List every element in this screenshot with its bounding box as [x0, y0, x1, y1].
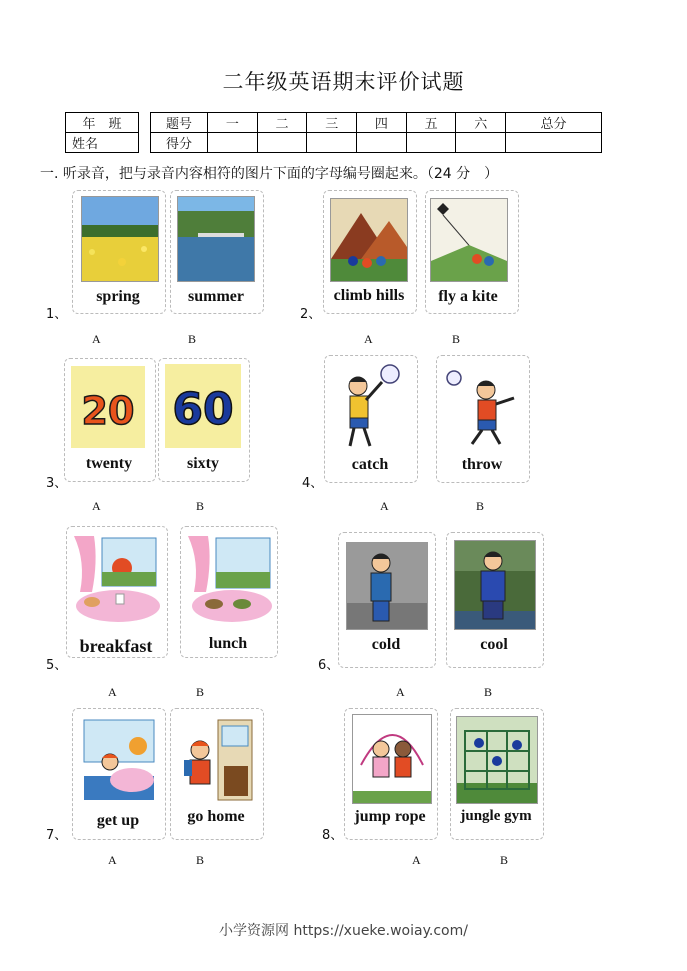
girl-getting-up-icon: [80, 716, 158, 804]
option-a[interactable]: A: [412, 853, 421, 867]
name-label: 姓名: [66, 133, 139, 153]
score-cell[interactable]: [456, 133, 506, 153]
option-b[interactable]: B: [476, 499, 485, 513]
score-cell[interactable]: [506, 133, 602, 153]
spring-picture: [81, 196, 159, 282]
boy-throwing-ball-icon: [442, 368, 522, 448]
caption-spring: spring: [96, 288, 140, 305]
caption-catch: catch: [351, 456, 389, 473]
score-table: [150, 112, 602, 153]
item-number: 5、: [46, 658, 68, 673]
option-b[interactable]: B: [188, 332, 197, 346]
item-number: 2、: [300, 307, 322, 322]
score-cell[interactable]: [406, 133, 456, 153]
page-title: 二年级英语期末评价试题: [222, 70, 465, 94]
col-3: 三: [307, 113, 357, 133]
item-number: 1、: [46, 307, 68, 322]
climb-hills-picture: [330, 198, 408, 282]
score-cell[interactable]: [357, 133, 407, 153]
number-sixty-icon: [165, 364, 241, 448]
cold-picture: [346, 542, 428, 630]
summer-picture: [177, 196, 255, 282]
summer-scene-icon: [178, 197, 254, 281]
instruction: 一. 听录音，把与录音内容相符的图片下面的字母编号圈起来。（24 分 ）: [40, 166, 499, 182]
jungle-gym-icon: [457, 717, 537, 803]
caption-summer: summer: [188, 288, 244, 305]
boy-cold-icon: [347, 543, 427, 629]
go-home-picture: [178, 716, 256, 804]
col-1: 一: [208, 113, 258, 133]
girl-going-home-icon: [178, 716, 256, 804]
col-6: 六: [456, 113, 506, 133]
item-number: 3、: [46, 476, 68, 491]
option-b[interactable]: B: [196, 499, 205, 513]
caption-fly-a-kite: fly a kite: [438, 288, 498, 305]
option-a[interactable]: A: [92, 499, 101, 513]
caption-twenty: twenty: [85, 455, 133, 472]
boy-catching-ball-icon: [332, 362, 408, 454]
lunch-picture: [186, 532, 272, 626]
caption-breakfast: breakfast: [79, 636, 153, 656]
breakfast-picture: [72, 532, 160, 628]
caption-cool: cool: [480, 636, 508, 653]
climb-hills-icon: [331, 199, 407, 281]
boy-cool-icon: [455, 541, 535, 629]
svg-text:20: 20: [81, 389, 135, 433]
option-a[interactable]: A: [92, 332, 101, 346]
col-5: 五: [406, 113, 456, 133]
option-a[interactable]: A: [108, 685, 117, 699]
sixty-picture: [165, 364, 241, 448]
spring-scene-icon: [82, 197, 158, 281]
svg-text:60: 60: [172, 384, 234, 435]
question-number-label: 题号: [151, 113, 208, 133]
score-label: 得分: [151, 133, 208, 153]
caption-climb-hills: climb hills: [333, 287, 405, 304]
score-cell[interactable]: [208, 133, 258, 153]
caption-get-up: get up: [96, 812, 140, 829]
catch-picture: [332, 362, 408, 454]
option-b[interactable]: B: [196, 853, 205, 867]
option-b[interactable]: B: [500, 853, 509, 867]
option-a[interactable]: A: [396, 685, 405, 699]
option-b[interactable]: B: [196, 685, 205, 699]
grade-class-label: 年 班: [66, 113, 139, 133]
option-b[interactable]: B: [452, 332, 461, 346]
col-2: 二: [257, 113, 307, 133]
caption-throw: throw: [461, 456, 503, 473]
item-number: 6、: [318, 658, 340, 673]
item-number: 8、: [322, 828, 344, 843]
caption-go-home: go home: [187, 808, 245, 825]
number-twenty-icon: [71, 366, 145, 448]
girls-jumping-rope-icon: [353, 715, 431, 803]
breakfast-table-icon: [72, 532, 160, 628]
col-4: 四: [357, 113, 407, 133]
cool-picture: [454, 540, 536, 630]
caption-lunch: lunch: [208, 635, 248, 652]
caption-jump-rope: jump rope: [354, 808, 426, 825]
footer-watermark: 小学资源网 https://xueke.woiay.com/: [219, 923, 468, 939]
score-table-left: [65, 112, 139, 153]
caption-cold: cold: [371, 636, 401, 653]
score-cell[interactable]: [307, 133, 357, 153]
caption-jungle-gym: jungle gym: [460, 808, 532, 824]
fly-a-kite-picture: [430, 198, 508, 282]
get-up-picture: [80, 716, 158, 804]
caption-sixty: sixty: [187, 455, 219, 472]
twenty-picture: [71, 366, 145, 448]
col-total: 总分: [506, 113, 602, 133]
item-number: 4、: [302, 476, 324, 491]
option-a[interactable]: A: [108, 853, 117, 867]
option-a[interactable]: A: [364, 332, 373, 346]
item-number: 7、: [46, 828, 68, 843]
score-cell[interactable]: [257, 133, 307, 153]
lunch-table-icon: [186, 532, 272, 626]
option-a[interactable]: A: [380, 499, 389, 513]
option-b[interactable]: B: [484, 685, 493, 699]
jungle-gym-picture: [456, 716, 538, 804]
kite-icon: [431, 199, 507, 281]
throw-picture: [442, 368, 522, 448]
jump-rope-picture: [352, 714, 432, 804]
